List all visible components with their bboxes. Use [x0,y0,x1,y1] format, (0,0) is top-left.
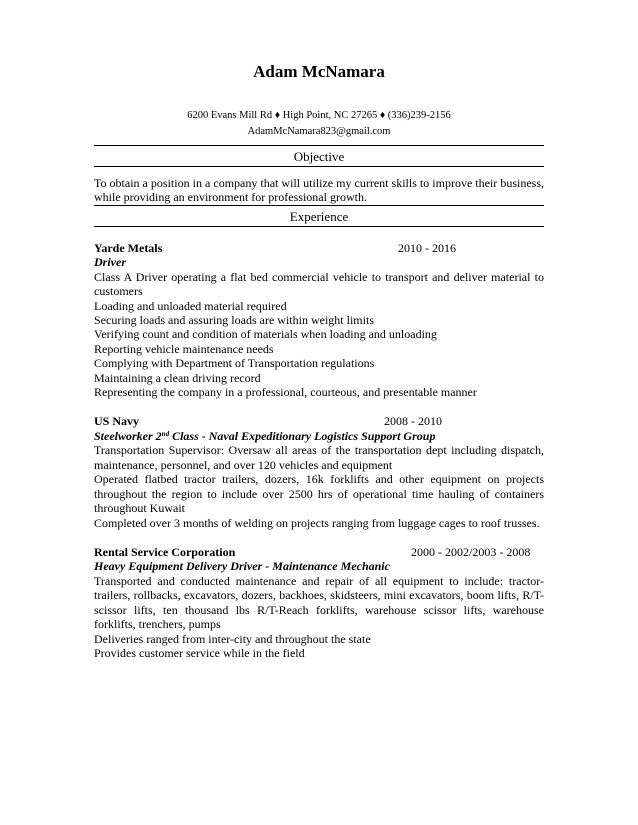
job-duty: Securing loads and assuring loads are within weight limits [94,313,374,328]
job-dates: 2010 - 2016 [398,240,456,255]
job-duty: Operated flatbed tractor trailers, dozers, 16k forklifts and other equipment on projects throughout the region to include over 2500 hrs of operational time hauling of containers throughout Kuwait [94,472,544,516]
job-duty: Reporting vehicle maintenance needs [94,341,274,356]
job-duty: Provides customer service while in the field [94,645,305,660]
job-header-row [94,545,544,560]
resume-content [94,62,544,660]
objective-heading: Objective [94,145,544,167]
job-duty: Loading and unloaded material required [94,298,287,313]
job-dates: 2008 - 2010 [384,414,442,429]
job-duty: Maintaining a clean driving record [94,370,261,385]
contact-address-line: 6200 Evans Mill Rd ♦ High Point, NC 27265 ♦ (336)239-2156 [187,110,451,121]
experience-heading: Experience [94,205,544,227]
job-dates: 2000 - 2002/2003 - 2008 [411,544,531,559]
job-duty: Transported and conducted maintenance and repair of all equipment to include: tractor-trailers, rollbacks, excavators, dozers, backhoes, skidsteers, mini excavators, boom lifts, R/T-scissor lifts, ten thousand lbs R/T-Reach forklifts, warehouse scissor lifts, warehouse forklifts, trenchers, pumps [94,573,544,632]
job-header-row [94,241,544,256]
contact-email: AdamMcNamara823@gmail.com [247,126,391,137]
job-header-row [94,414,544,429]
job-duty: Representing the company in a professional, courteous, and presentable manner [94,385,477,400]
job-company: Rental Service Corporation [94,544,236,559]
job-duty: Complying with Department of Transportation regulations [94,356,375,371]
job-company: Yarde Metals [94,240,163,255]
job-title-ordinal: nd [161,429,170,438]
job-duty: Completed over 3 months of welding on projects ranging from luggage cages to roof trusses. [94,515,540,530]
job-title [94,429,544,444]
objective-text: To obtain a position in a company that will utilize my current skills to improve their business, while providing an environment for professional growth. [94,176,544,205]
job-duty: Class A Driver operating a flat bed commercial vehicle to transport and deliver material to customers [94,269,544,299]
job-duty: Verifying count and condition of materials when loading and unloading [94,327,437,342]
job-duty: Transportation Supervisor: Oversaw all areas of the transportation dept including dispatch, maintenance, personnel, and over 120 vehicles and equipment [94,443,544,472]
job-entry-rental-service [94,545,544,660]
candidate-name: Adam McNamara [253,62,385,81]
job-title: Driver [94,255,126,270]
job-title: Heavy Equipment Delivery Driver - Maintenance Mechanic [94,559,390,574]
job-title-rest: Class - Naval Expeditionary Logistics Support Group [169,428,436,443]
job-entry-us-navy [94,414,544,529]
job-title-main: Steelworker 2 [94,428,162,443]
job-duty: Deliveries ranged from inter-city and throughout the state [94,631,371,646]
job-entry-yarde-metals [94,241,544,400]
job-company: US Navy [94,414,140,429]
